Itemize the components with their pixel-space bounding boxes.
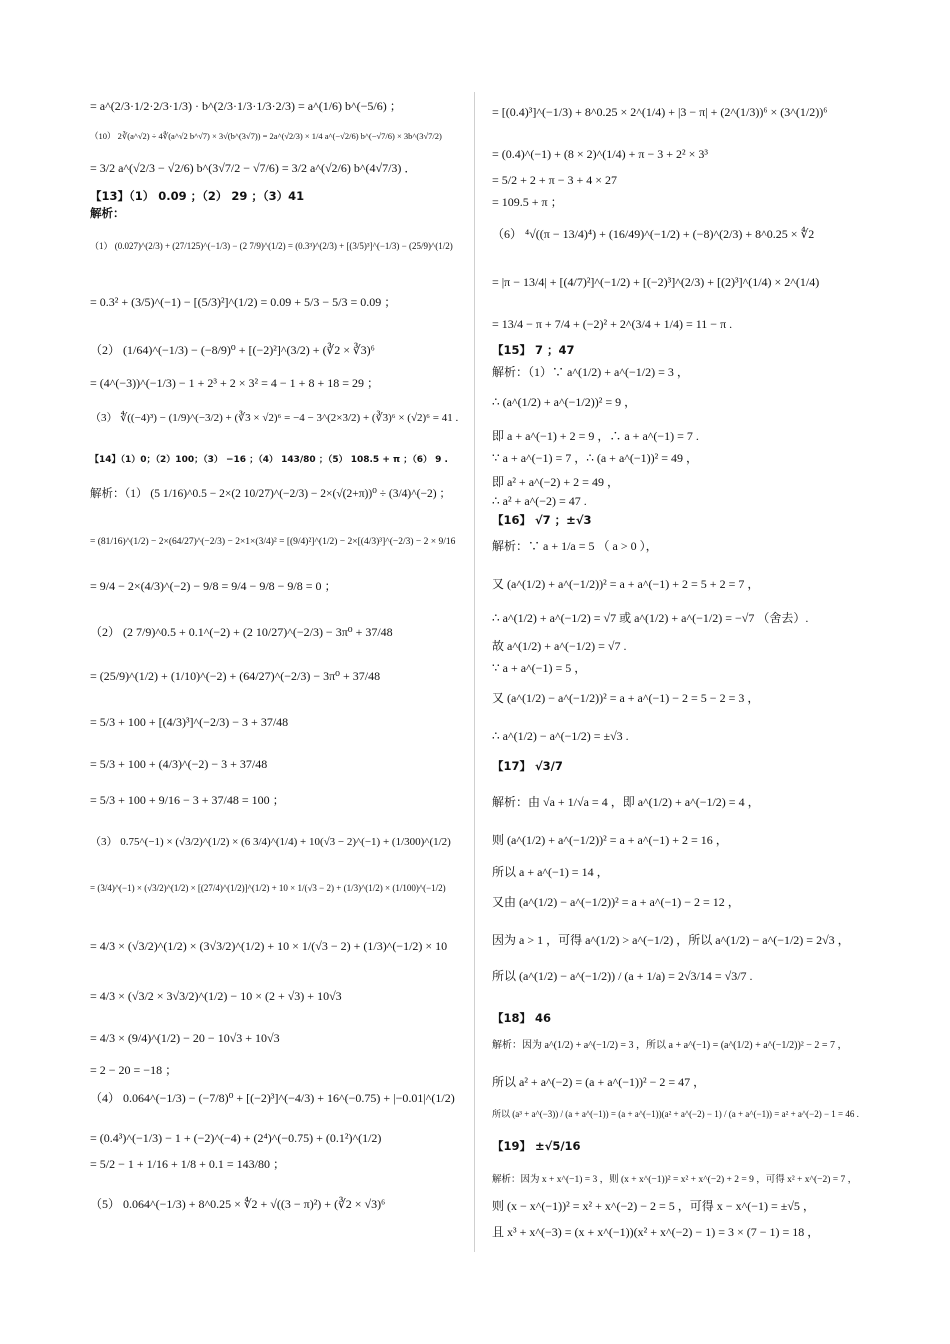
text-line: （3） ∜((−4)³) − (1/9)^(−3/2) + (∛3 × √2)⁶ = −4 − 3^(2×3/2) + (∛3)⁶ × (√2)⁶ = 41 . bbox=[90, 412, 459, 424]
text-line: ∴ a² + a^(−2) = 47 . bbox=[492, 494, 587, 508]
text-line: （2） (2 7/9)^0.5 + 0.1^(−2) + (2 10/27)^(−2/3) − 3π⁰ + 37/48 bbox=[90, 625, 393, 639]
text-line: 即 a² + a^(−2) + 2 = 49 ， bbox=[492, 475, 619, 489]
text-line: 则 (a^(1/2) + a^(−1/2))² = a + a^(−1) + 2 = 16 ， bbox=[492, 833, 728, 847]
answer-heading: 【19】 ±√5/16 bbox=[492, 1139, 581, 1153]
text-line: 解析：（1） (5 1/16)^0.5 − 2×(2 10/27)^(−2/3) − 2×(√(2+π))⁰ ÷ (3/4)^(−2) ； bbox=[90, 488, 451, 500]
text-line: 解析：∵ a + 1/a = 5 （ a > 0 ）， bbox=[492, 539, 658, 553]
text-line: = 5/3 + 100 + (4/3)^(−2) − 3 + 37/48 bbox=[90, 757, 268, 771]
text-line: （1） (0.027)^(2/3) + (27/125)^(−1/3) − (2 7/9)^(1/2) = (0.3³)^(2/3) + [(3/5)³]^(−1/3) − (25/9)^(1/2) bbox=[90, 241, 453, 251]
text-line: 则 (x − x^(−1))² = x² + x^(−2) − 2 = 5 ，可得 x − x^(−1) = ±√5 ， bbox=[492, 1199, 815, 1213]
text-line: = 5/2 − 1 + 1/16 + 1/8 + 0.1 = 143/80 ； bbox=[90, 1157, 285, 1171]
text-line: = 2 − 20 = −18 ； bbox=[90, 1063, 178, 1077]
text-line: = 4/3 × (9/4)^(1/2) − 20 − 10√3 + 10√3 bbox=[90, 1031, 280, 1045]
text-line: = (3/4)^(−1) × (√3/2)^(1/2) × [(27/4)^(1/2)]^(1/2) + 10 × 1/(√3 − 2) + (1/3)^(1/2) × (1/100)^(−1/2) bbox=[90, 883, 446, 893]
text-line: 所以 a + a^(−1) = 14 ， bbox=[492, 865, 609, 879]
text-line: = 5/2 + 2 + π − 3 + 4 × 27 bbox=[492, 173, 617, 187]
column-divider bbox=[474, 92, 475, 1252]
text-line: ∵ a + a^(−1) = 5 ， bbox=[492, 661, 587, 675]
text-line: 解析：由 √a + 1/√a = 4 ，即 a^(1/2) + a^(−1/2) = 4 ， bbox=[492, 795, 760, 809]
text-line: = 13/4 − π + 7/4 + (−2)² + 2^(3/4 + 1/4) = 11 − π . bbox=[492, 317, 733, 331]
text-line: 解析：（1）∵ a^(1/2) + a^(−1/2) = 3 ， bbox=[492, 365, 689, 379]
text-line: = 0.3² + (3/5)^(−1) − [(5/3)²]^(1/2) = 0.09 + 5/3 − 5/3 = 0.09 ； bbox=[90, 295, 397, 309]
text-line: = |π − 13/4| + [(4/7)²]^(−1/2) + [(−2)³]^(2/3) + [(2)³]^(1/4) × 2^(1/4) bbox=[492, 275, 820, 289]
text-line: （4） 0.064^(−1/3) − (−7/8)⁰ + [(−2)³]^(−4/3) + 16^(−0.75) + |−0.01|^(1/2) bbox=[90, 1091, 455, 1105]
text-line: 因为 a > 1 ，可得 a^(1/2) > a^(−1/2) ，所以 a^(1/2) − a^(−1/2) = 2√3 ， bbox=[492, 933, 850, 947]
text-line: 且 x³ + x^(−3) = (x + x^(−1))(x² + x^(−2) − 1) = 3 × (7 − 1) = 18 ， bbox=[492, 1225, 820, 1239]
text-line: 即 a + a^(−1) + 2 = 9 ，∴ a + a^(−1) = 7 . bbox=[492, 429, 699, 443]
text-line: 又由 (a^(1/2) − a^(−1/2))² = a + a^(−1) − 2 = 12 ， bbox=[492, 895, 740, 909]
text-line: ∴ a^(1/2) − a^(−1/2) = ±√3 . bbox=[492, 729, 629, 743]
text-line: = (0.4³)^(−1/3) − 1 + (−2)^(−4) + (2⁴)^(−0.75) + (0.1²)^(1/2) bbox=[90, 1131, 382, 1145]
text-line: = 109.5 + π ； bbox=[492, 195, 563, 209]
text-line: 解析：因为 a^(1/2) + a^(−1/2) = 3 ，所以 a + a^(−1) = (a^(1/2) + a^(−1/2))² − 2 = 7 ， bbox=[492, 1040, 848, 1051]
answer-heading: 【13】（1） 0.09 ；（2） 29 ；（3）41 bbox=[90, 189, 305, 203]
text-line: = (81/16)^(1/2) − 2×(64/27)^(−2/3) − 2×1×(3/4)² = [(9/4)²]^(1/2) − 2×[(4/3)³]^(−2/3) − 2 × 9/16 bbox=[90, 537, 456, 547]
text-line: = (4^(−3))^(−1/3) − 1 + 2³ + 2 × 3² = 4 − 1 + 8 + 18 = 29 ； bbox=[90, 376, 379, 390]
text-line: 所以 (a^(1/2) − a^(−1/2)) / (a + 1/a) = 2√3/14 = √3/7 . bbox=[492, 969, 753, 983]
text-line: ∵ a + a^(−1) = 7 ，∴ (a + a^(−1))² = 49 ， bbox=[492, 451, 699, 465]
text-line: （6） ⁴√((π − 13/4)⁴) + (16/49)^(−1/2) + (−8)^(2/3) + 8^0.25 × ∜2 bbox=[492, 227, 815, 241]
text-line: = 9/4 − 2×(4/3)^(−2) − 9/8 = 9/4 − 9/8 − 9/8 = 0 ； bbox=[90, 579, 337, 593]
answer-heading: 【15】 7 ；47 bbox=[492, 343, 575, 357]
text-line: 所以 a² + a^(−2) = (a + a^(−1))² − 2 = 47 ， bbox=[492, 1075, 706, 1089]
text-line: = 4/3 × (√3/2)^(1/2) × (3√3/2)^(1/2) + 10 × 1/(√3 − 2) + (1/3)^(−1/2) × 10 bbox=[90, 939, 448, 953]
text-line: （3） 0.75^(−1) × (√3/2)^(1/2) × (6 3/4)^(1/4) + 10(√3 − 2)^(−1) + (1/300)^(1/2) bbox=[90, 836, 451, 848]
text-line: （10） 2∛(a^√2) ÷ 4∜(a^√2 b^√7) × 3√(b^(3√7)) = 2a^(√2/3) × 1/4 a^(−√2/6) b^(−√7/6) × 3b^(3√7/2) bbox=[90, 131, 442, 141]
text-line: = 3/2 a^(√2/3 − √2/6) b^(3√7/2 − √7/6) = 3/2 a^(√2/6) b^(4√7/3) ． bbox=[90, 161, 417, 175]
text-line: = (25/9)^(1/2) + (1/10)^(−2) + (64/27)^(−2/3) − 3π⁰ + 37/48 bbox=[90, 669, 381, 683]
text-line: = a^(2/3·1/2·2/3·1/3) · b^(2/3·1/3·1/3·2/3) = a^(1/6) b^(−5/6) ； bbox=[90, 99, 402, 113]
text-line: 所以 (a³ + a^(−3)) / (a + a^(−1)) = (a + a^(−1))(a² + a^(−2) − 1) / (a + a^(−1)) = a² + a^(−2) − 1 = 46 . bbox=[492, 1109, 859, 1119]
answer-heading: 【18】 46 bbox=[492, 1011, 552, 1025]
text-line: ∴ (a^(1/2) + a^(−1/2))² = 9 ， bbox=[492, 395, 637, 409]
analysis-label: 解析： bbox=[90, 206, 125, 220]
text-line: （2） (1/64)^(−1/3) − (−8/9)⁰ + [(−2)²]^(3/2) + (∛2 × ∛3)⁶ bbox=[90, 343, 375, 357]
text-line: = [(0.4)³]^(−1/3) + 8^0.25 × 2^(1/4) + |3 − π| + (2^(1/3))⁶ × (3^(1/2))⁶ bbox=[492, 105, 828, 119]
text-line: 故 a^(1/2) + a^(−1/2) = √7 . bbox=[492, 639, 627, 653]
text-line: ∴ a^(1/2) + a^(−1/2) = √7 或 a^(1/2) + a^(−1/2) = −√7 （舍去）. bbox=[492, 611, 809, 625]
text-line: = (0.4)^(−1) + (8 × 2)^(1/4) + π − 3 + 2² × 3³ bbox=[492, 147, 708, 161]
text-line: 又 (a^(1/2) − a^(−1/2))² = a + a^(−1) − 2 = 5 − 2 = 3 ， bbox=[492, 691, 760, 705]
answer-heading: 【16】 √7 ；±√3 bbox=[492, 513, 592, 527]
text-line: = 5/3 + 100 + [(4/3)³]^(−2/3) − 3 + 37/48 bbox=[90, 715, 289, 729]
answer-heading: 【17】 √3/7 bbox=[492, 759, 563, 773]
text-line: = 5/3 + 100 + 9/16 − 3 + 37/48 = 100 ； bbox=[90, 793, 285, 807]
text-line: 解析：因为 x + x^(−1) = 3 ，则 (x + x^(−1))² = x² + x^(−2) + 2 = 9 ，可得 x² + x^(−2) = 7 ， bbox=[492, 1175, 858, 1185]
text-line: = 4/3 × (√3/2 × 3√3/2)^(1/2) − 10 × (2 + √3) + 10√3 bbox=[90, 989, 342, 1003]
text-line: （5） 0.064^(−1/3) + 8^0.25 × ∜2 + √((3 − π)²) + (∛2 × √3)⁶ bbox=[90, 1197, 386, 1211]
text-line: 又 (a^(1/2) + a^(−1/2))² = a + a^(−1) + 2 = 5 + 2 = 7 ， bbox=[492, 577, 760, 591]
answer-heading: 【14】（1）0；（2）100；（3） −16 ；（4） 143/80 ；（5） 108.5 + π ；（6） 9 . bbox=[90, 455, 448, 465]
